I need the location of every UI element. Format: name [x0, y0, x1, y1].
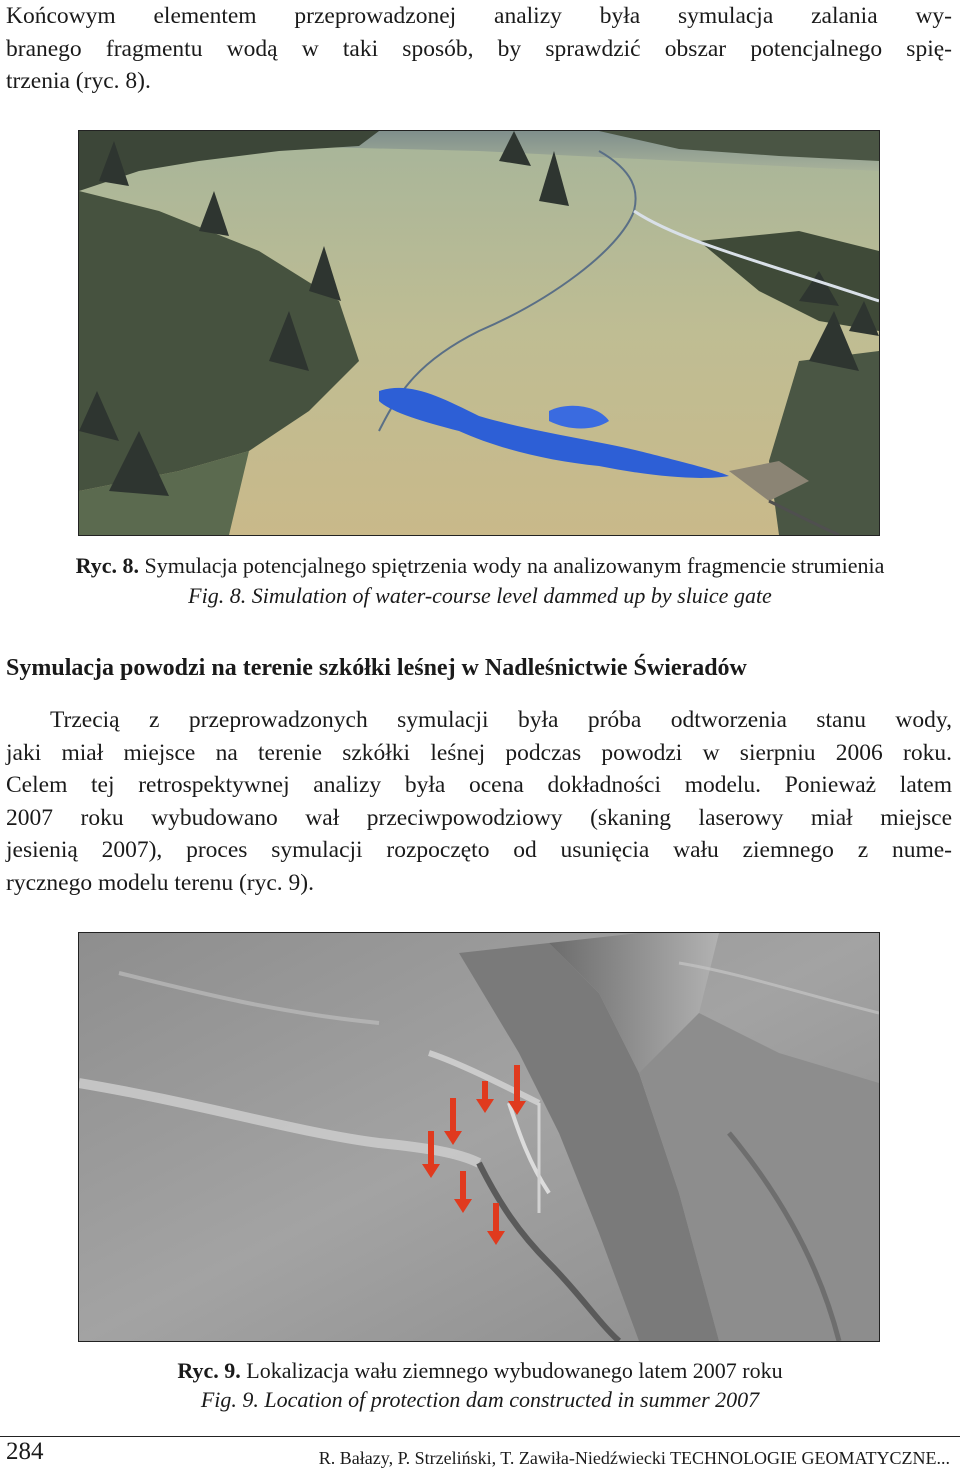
figure-label: Ryc. 9. — [177, 1358, 241, 1383]
section-heading: Symulacja powodzi na terenie szkółki leśnej w Nadleśnictwie Świeradów — [6, 655, 747, 681]
text-line: Trzecią z przeprowadzonych symulacji była próba odtworzenia stanu wody, — [50, 707, 952, 733]
text-line: rycznego modelu terenu (ryc. 9). — [6, 869, 314, 896]
figure-8-caption-en: Fig. 8. Simulation of water-course level dammed up by sluice gate — [188, 583, 772, 608]
body-paragraph — [6, 704, 952, 899]
figure-9-hillshade — [78, 932, 880, 1342]
text-line: Końcowym elementem przeprowadzonej analizy była symulacja zalania wy- — [6, 3, 952, 29]
text-line: jesienią 2007), proces symulacji rozpoczęto od usunięcia wału ziemnego z nume- — [6, 837, 952, 863]
intro-paragraph — [6, 0, 952, 98]
caption-text: Lokalizacja wału ziemnego wybudowanego latem 2007 roku — [240, 1358, 783, 1383]
text-line: branego fragmentu wodą w taki sposób, by sprawdzić obszar potencjalnego spię- — [6, 35, 952, 62]
text-line: Celem tej retrospektywnej analizy była ocena dokładności modelu. Ponieważ latem — [6, 772, 952, 798]
text-line: trzenia (ryc. 8). — [6, 68, 151, 94]
figure-8-caption-pl — [0, 552, 960, 580]
page-number: 284 — [6, 1438, 44, 1465]
figure-8-terrain-render — [78, 130, 880, 536]
text-line: jaki miał miejsce na terenie szkółki leśnej podczas powodzi w sierpniu 2006 roku. — [6, 739, 952, 766]
footer-rule — [0, 1436, 960, 1437]
caption-text: Symulacja potencjalnego spiętrzenia wody na analizowanym fragmencie strumienia — [139, 553, 885, 578]
figure-9-caption-pl — [0, 1357, 960, 1385]
running-title: R. Bałazy, P. Strzeliński, T. Zawiła-Niedźwiecki TECHNOLOGIE GEOMATYCZNE... — [318, 1448, 950, 1468]
figure-9-caption-en: Fig. 9. Location of protection dam constructed in summer 2007 — [200, 1387, 760, 1412]
figure-label: Ryc. 8. — [75, 553, 140, 578]
text-line: 2007 roku wybudowano wał przeciwpowodziowy (skaning laserowy miał miejsce — [6, 804, 952, 831]
